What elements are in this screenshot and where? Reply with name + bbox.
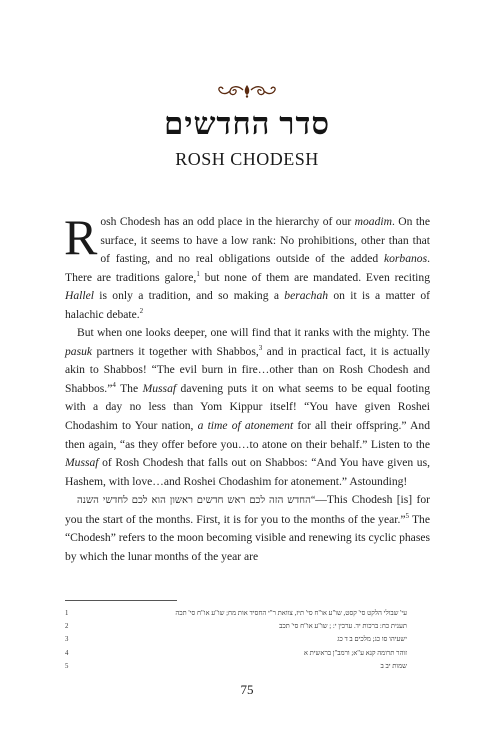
body-text	[64, 209, 431, 566]
page-number: 75	[240, 682, 254, 697]
footnote-text: תענית כח: ברכות יד. ערכין י: ; שו"ע או"ח סי' תכב	[279, 623, 407, 631]
footnote-number: 2	[65, 623, 69, 631]
footnote-ref: 1	[196, 269, 200, 278]
footnote-ref: 5	[405, 511, 410, 520]
footnote-number: 1	[65, 610, 69, 617]
footnote-item	[65, 607, 430, 620]
drop-cap: R	[64, 209, 98, 265]
footnote-number: 5	[65, 662, 69, 670]
footnote-text: זוהר תרומה קנא ע"א; ורמב"ן בראשית א	[303, 649, 407, 657]
paragraph-2: But when one looks deeper, one will find that it ranks with the mighty. The pasuk partners it together with Shabbos,$^3$ and in practical fact, it is actually akin to Shabbos! “The evil burn in fire…other than on Rosh Chodesh and Shabbos.”$^4$ The Mussaf davening puts it on what seems to be equal footing with a day no less than Yom Kippur itself! “You have given Roshei Chodashim to Your nation, a time of atonement for all their offspring.” And then again, “as they offer before you…to atone on their behalf.” Listen to the Mussaf of Rosh Chodesh that falls out on Shabbos: “And You have given us, Hashem, with love…and Roshei Chodashim for atonement.” Astounding!	[65, 326, 431, 488]
footnote-item	[65, 660, 430, 673]
footnote-text: ישעיהו סו כג; מלכים ב ד כג	[337, 636, 407, 644]
footnote-number: 3	[65, 636, 69, 644]
footnote-item	[65, 633, 430, 646]
footnote-text: שמות יב ב	[380, 662, 407, 670]
footnote-divider	[65, 600, 177, 601]
footnotes	[65, 607, 430, 673]
footnote-item	[65, 647, 430, 660]
footnote-ref: 4	[112, 381, 116, 390]
footnote-text: עי' שבולי הלקט סי' קסט, שו"ע או"ח סי' תיז, צוואת ר"י החסיד אות מח; שו"ע או"ח סי' תכה	[175, 610, 407, 617]
footnote-number: 4	[65, 649, 69, 657]
paragraph-1: Rosh Chodesh has an odd place in the hierarchy of our moadim. On the surface, it seems to have a low rank: No prohibitions, other than that of fasting, and no real obligations outside of the added korbanos. There are traditions galore,$^1$ but none of them are mandated. Even reciting Hallel is only a tradition, and so making a berachah on it is a matter of halachic debate.$^2$	[64, 209, 431, 321]
hebrew-quote: “החדש הזה לכם ראש חדשים ראשון הוא לכם לחדשי השנה	[77, 495, 316, 507]
vine-scroll-ornament-icon	[0, 82, 494, 103]
footnote-item	[65, 620, 430, 633]
english-title: ROSH CHODESH	[175, 149, 319, 169]
footnote-ref: 3	[258, 343, 263, 352]
hebrew-title: סדר החדשים	[163, 106, 331, 141]
footnote-ref: 2	[139, 306, 144, 315]
paragraph-3: “החדש הזה לכם ראש חדשים ראשון הוא לכם לחדשי השנה—This Chodesh [is] for you the start of the months. First, it is for you to the months of the year.”$^5$ The “Chodesh” refers to the moon becoming visible and renewing its cyclic phases by which the lunar months of the year are	[65, 493, 430, 563]
